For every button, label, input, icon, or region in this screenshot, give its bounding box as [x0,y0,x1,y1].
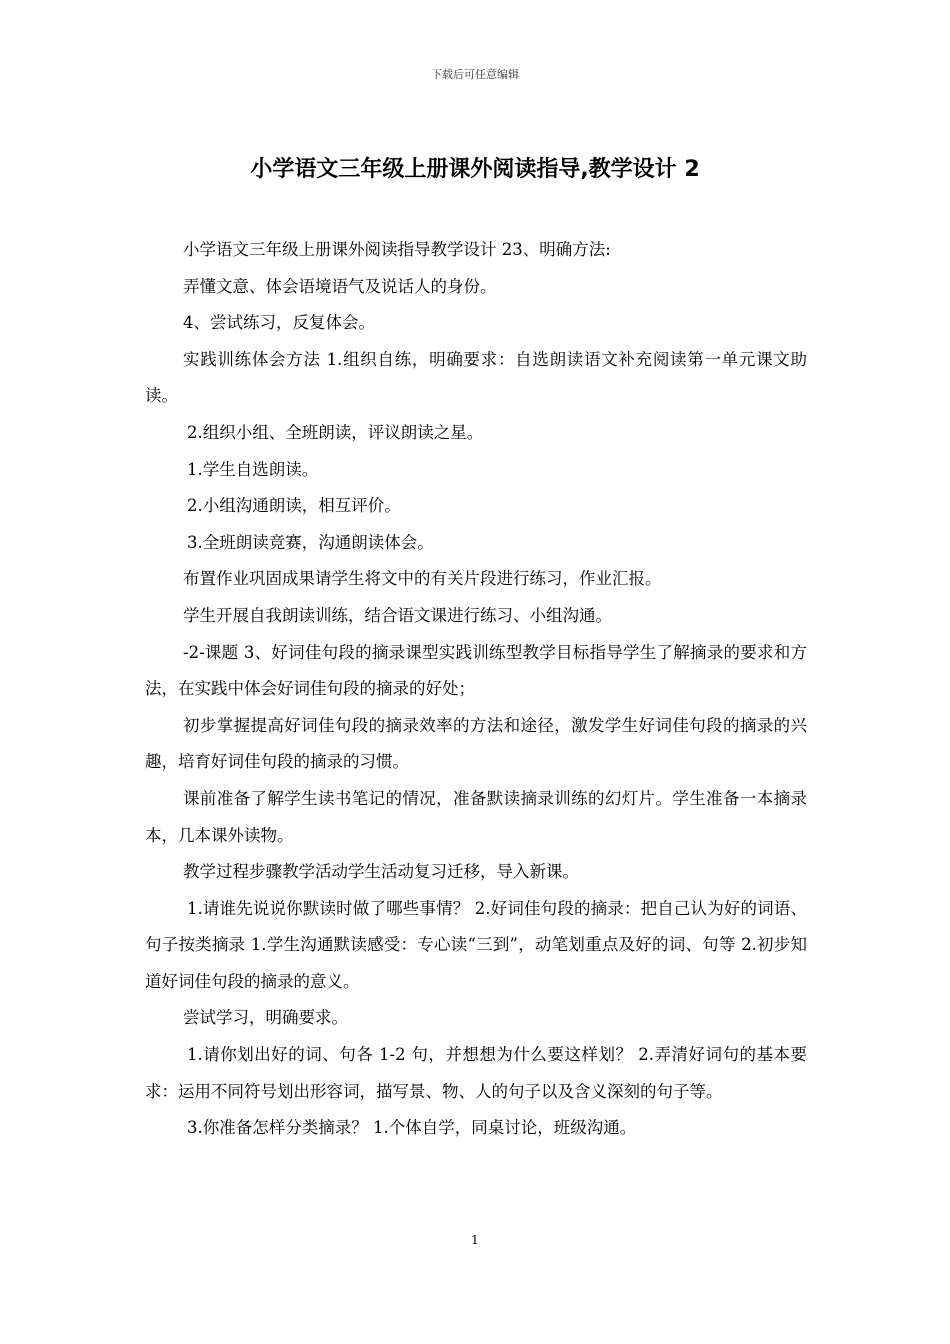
paragraph: 课前准备了解学生读书笔记的情况，准备默读摘录训练的幻灯片。学生准备一本摘录本，几本课外读物。 [145,788,807,845]
paragraph: 初步掌握提高好词佳句段的摘录效率的方法和途径，激发学生好词佳句段的摘录的兴趣，培育好词佳句段的摘录的习惯。 [145,715,807,772]
document-body [145,232,807,1147]
paragraph: 1.学生自选朗读。 [187,459,319,479]
paragraph: 1.请谁先说说你默读时做了哪些事情？ 2.好词佳句段的摘录：把自己认为好的词语、句子按类摘录 1.学生沟通默读感受：专心读“三到”，动笔划重点及好的词、句等 2.初步知道好词佳句段的摘录的意义。 [145,898,807,991]
paragraph: -2-课题 3、好词佳句段的摘录课型实践训练型教学目标指导学生了解摘录的要求和方法，在实践中体会好词佳句段的摘录的好处； [145,642,807,699]
paragraph: 小学语文三年级上册课外阅读指导教学设计 23、明确方法: [183,240,611,259]
paragraph: 尝试学习，明确要求。 [183,1008,348,1028]
paragraph: 3.你准备怎样分类摘录？ 1.个体自学，同桌讨论，班级沟通。 [187,1118,637,1138]
paragraph: 3.全班朗读竞赛，沟通朗读体会。 [187,532,434,552]
paragraph: 学生开展自我朗读训练，结合语文课进行练习、小组沟通。 [183,605,612,625]
paragraph: 布置作业巩固成果请学生将文中的有关片段进行练习，作业汇报。 [183,569,662,589]
paragraph: 弄懂文意、体会语境语气及说话人的身份。 [183,276,497,296]
page-header-note: 下载后可任意编辑 [431,68,519,81]
paragraph: 实践训练体会方法 1.组织自练，明确要求：自选朗读语文补充阅读第一单元课文助读。 [145,349,807,406]
paragraph: 4、尝试练习，反复体会。 [183,313,375,333]
paragraph: 2.小组沟通朗读，相互评价。 [187,496,401,516]
document-title: 小学语文三年级上册课外阅读指导,教学设计 2 [250,157,700,182]
paragraph: 1.请你划出好的词、句各 1-2 句，并想想为什么要这样划？ 2.弄清好词句的基本要求：运用不同符号划出形容词，描写景、物、人的句子以及含义深刻的句子等。 [145,1045,807,1101]
page-number: 1 [471,1233,479,1247]
paragraph: 教学过程步骤教学活动学生活动复习迁移，导入新课。 [183,862,579,882]
paragraph: 2.组织小组、全班朗读，评议朗读之星。 [187,422,484,442]
